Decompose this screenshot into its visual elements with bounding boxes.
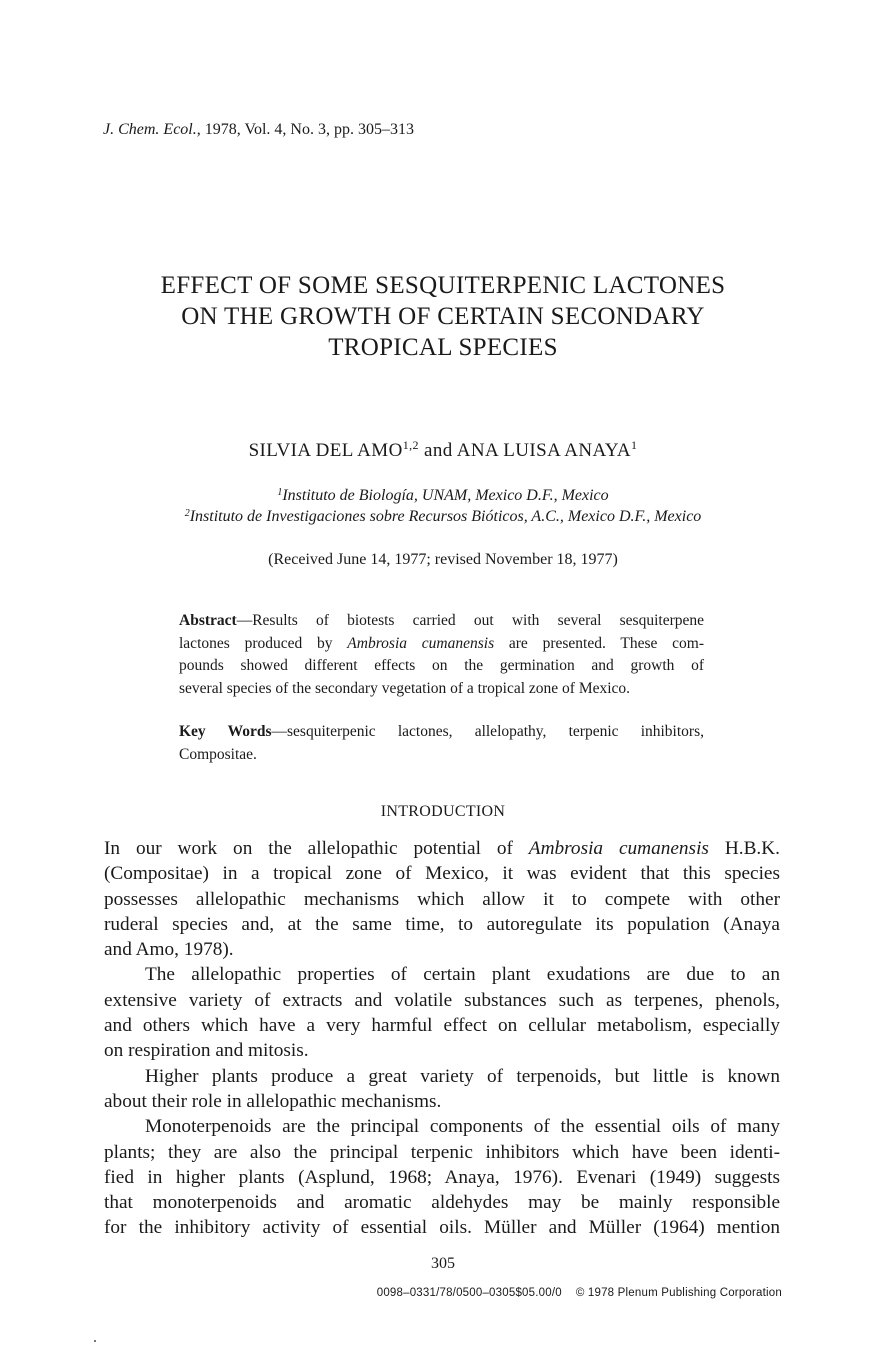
body-text: In our work on the allelopathic potential of: [104, 838, 529, 859]
introduction-body: [104, 836, 780, 1241]
abstract-label: Abstract: [179, 612, 237, 629]
journal-name: J. Chem. Ecol.: [103, 121, 197, 138]
body-line: ruderal species and, at the same time, to autoregulate its population (Anaya: [104, 913, 780, 935]
keywords-label: Key Words: [179, 723, 272, 740]
body-line: [104, 836, 780, 861]
page-number: 305: [431, 1255, 455, 1272]
citation-details: , 1978, Vol. 4, No. 3, pp. 305–313: [196, 121, 414, 138]
affiliation-2-text: Instituto de Investigaciones sobre Recursos Bióticos, A.C., Mexico D.F., Mexico: [189, 508, 702, 525]
body-line: (Compositae) in a tropical zone of Mexico, it was evident that this species: [104, 863, 780, 885]
abstract-text-1: —Results of biotests carried out with several sesquiterpene: [236, 612, 704, 629]
body-line: fied in higher plants (Asplund, 1968; Anaya, 1976). Evenari (1949) suggests: [104, 1166, 780, 1188]
abstract: [179, 610, 704, 701]
body-line: and Amo, 1978).: [104, 939, 234, 961]
author-1-affil-marks: 1,2: [402, 438, 419, 452]
body-line: on respiration and mitosis.: [104, 1040, 309, 1062]
title-line-3: TROPICAL SPECIES: [328, 334, 558, 361]
section-heading-introduction: INTRODUCTION: [380, 803, 506, 820]
abstract-line-2: [179, 633, 704, 656]
body-line: extensive variety of extracts and volatile substances such as terpenes, phenols,: [104, 989, 780, 1011]
keywords-line-2: Compositae.: [179, 745, 257, 763]
abstract-text-2a: lactones produced by: [179, 634, 348, 652]
author-conjunction: and: [418, 440, 457, 461]
journal-citation: [103, 121, 414, 139]
keywords-line-1: [179, 721, 704, 744]
affiliation-1-text: Instituto de Biología, UNAM, Mexico D.F., Mexico: [282, 487, 609, 504]
author-2-affil-marks: 1: [631, 438, 638, 452]
body-line: and others which have a very harmful effect on cellular metabolism, especially: [104, 1015, 780, 1037]
body-line: Monoterpenoids are the principal components of the essential oils of many: [145, 1116, 780, 1138]
title-line-2: ON THE GROWTH OF CERTAIN SECONDARY: [181, 303, 705, 330]
received-dates: (Received June 14, 1977; revised November 18, 1977): [268, 551, 618, 568]
abstract-line-3: pounds showed different effects on the germination and growth of: [179, 657, 704, 675]
body-line: Higher plants produce a great variety of terpenoids, but little is known: [145, 1065, 780, 1087]
abstract-text-2b: are presented. These com-: [494, 634, 704, 652]
affiliation-2: [60, 508, 826, 526]
abstract-line-1: [179, 610, 704, 633]
author-list: [60, 438, 826, 462]
keywords-text-1: —sesquiterpenic lactones, allelopathy, terpenic inhibitors,: [271, 723, 704, 740]
footer-copyright: © 1978 Plenum Publishing Corporation: [575, 1287, 782, 1299]
author-1: SILVIA DEL AMO: [248, 440, 403, 461]
affiliation-1: [60, 487, 826, 505]
paper-title: [60, 270, 826, 363]
affiliation-1-mark: 1: [277, 487, 283, 498]
author-2: ANA LUISA ANAYA: [456, 440, 631, 461]
body-line: possesses allelopathic mechanisms which allow it to compete with other: [104, 888, 780, 910]
body-line: The allelopathic properties of certain plant exudations are due to an: [145, 964, 780, 986]
scan-speck: [94, 1340, 96, 1342]
body-line: about their role in allelopathic mechanisms.: [104, 1090, 442, 1112]
title-line-1: EFFECT OF SOME SESQUITERPENIC LACTONES: [160, 272, 726, 299]
body-line: that monoterpenoids and aromatic aldehydes may be mainly responsible: [104, 1192, 780, 1214]
keywords: [179, 721, 704, 766]
footer-code-copyright: [377, 1287, 782, 1299]
body-line: plants; they are also the principal terpenic inhibitors which have been identi-: [104, 1141, 780, 1163]
footer-code: 0098–0331/78/0500–0305$05.00/0: [376, 1287, 562, 1299]
body-text: H.B.K.: [708, 838, 780, 859]
species-name: Ambrosia cumanensis: [528, 838, 709, 859]
body-line: for the inhibitory activity of essential oils. Müller and Müller (1964) mention: [104, 1217, 780, 1239]
abstract-species-name: Ambrosia cumanensis: [347, 634, 495, 652]
affiliation-2-mark: 2: [184, 508, 190, 519]
abstract-line-4: several species of the secondary vegetation of a tropical zone of Mexico.: [179, 680, 631, 698]
